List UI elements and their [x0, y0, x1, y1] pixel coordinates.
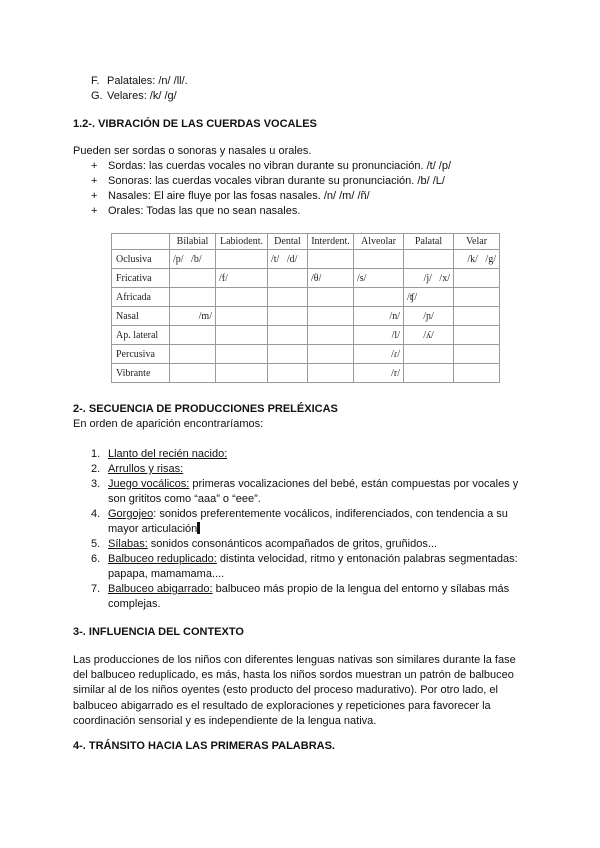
column-header: Velar: [454, 234, 500, 250]
section-heading-2: 2-. SECUENCIA DE PRODUCCIONES PRELÉXICAS: [73, 403, 338, 415]
table-cell: [268, 364, 308, 383]
row-label: Fricativa: [112, 269, 170, 288]
row-label: Nasal: [112, 307, 170, 326]
table-cell: [216, 288, 268, 307]
consonant-list: [91, 74, 188, 104]
table-cell: [268, 307, 308, 326]
table-cell: /l/: [354, 326, 404, 345]
table-cell: [404, 250, 454, 269]
section-heading-4: 4-. TRÁNSITO HACIA LAS PRIMERAS PALABRAS.: [73, 740, 335, 752]
table-cell: [354, 288, 404, 307]
text-cursor: [197, 522, 200, 534]
table-cell: [454, 288, 500, 307]
table-cell: [308, 364, 354, 383]
table-cell: /ʧ/: [404, 288, 454, 307]
table-cell: [170, 326, 216, 345]
table-cell: [268, 345, 308, 364]
list-item: F. Palatales: /n/ /ll/.: [91, 75, 188, 87]
section-intro: En orden de aparición encontraríamos:: [73, 418, 264, 430]
table-cell: [308, 250, 354, 269]
list-item: + Orales: Todas las que no sean nasales.: [91, 205, 301, 217]
column-header: Labiodent.: [216, 234, 268, 250]
table-cell: [354, 250, 404, 269]
table-cell: [308, 345, 354, 364]
context-paragraph: Las producciones de los niños con diferentes lenguas nativas son similares durante la fase del balbuceo reduplicado, es más, hasta los niños sordos muestran un patrón de balbuceo similar al de los niños oyentes (esto producto del proceso madurativo). Por otro lado, el balbuceo abigarrado es el resultado de exploraciones y repeticiones para favorecer la coordinación sensorial y es independiente de la lengua nativa.: [73, 654, 516, 727]
table-cell: [170, 288, 216, 307]
table-cell: [170, 269, 216, 288]
table-row: [112, 250, 500, 269]
table-cell: /ʎ/: [404, 326, 454, 345]
table-cell: /j/ /x/: [404, 269, 454, 288]
table-cell: [404, 364, 454, 383]
voicing-bullet-list: [91, 159, 451, 219]
table-cell: [454, 307, 500, 326]
table-cell: [216, 250, 268, 269]
table-cell: /t/ /d/: [268, 250, 308, 269]
table-cell: /n/: [354, 307, 404, 326]
list-item: 2. Arrullos y risas:: [91, 463, 184, 475]
table-cell: [216, 326, 268, 345]
table-cell: /k/ /g/: [454, 250, 500, 269]
table-cell: [308, 326, 354, 345]
table-cell: [404, 345, 454, 364]
table-cell: [268, 326, 308, 345]
table-cell: [216, 364, 268, 383]
table-cell: /p/ /b/: [170, 250, 216, 269]
list-item: 5. Sílabas: sonidos consonánticos acompañados de gritos, gruñidos...: [91, 538, 437, 550]
list-item: 6. Balbuceo reduplicado: distinta velocidad, ritmo y entonación palabras segmentadas: papapa, mamamama....: [91, 553, 518, 580]
table-header-row: [112, 234, 500, 250]
column-header: Dental: [268, 234, 308, 250]
column-header: [112, 234, 170, 250]
table-cell: /r/: [354, 364, 404, 383]
table-cell: [454, 269, 500, 288]
column-header: Palatal: [404, 234, 454, 250]
table-cell: [454, 364, 500, 383]
list-item: 3. Juego vocálicos: primeras vocalizaciones del bebé, están compuestas por vocales y son grititos como “aaa” o “eee”.: [91, 478, 519, 505]
list-item: G. Velares: /k/ /g/: [91, 90, 177, 102]
table-cell: /θ/: [308, 269, 354, 288]
table-row: [112, 326, 500, 345]
phoneme-table: [111, 233, 500, 383]
section-intro: Pueden ser sordas o sonoras y nasales u orales.: [73, 145, 312, 157]
table-cell: /s/: [354, 269, 404, 288]
table-cell: [268, 269, 308, 288]
table-row: [112, 345, 500, 364]
table-cell: [170, 364, 216, 383]
row-label: Oclusiva: [112, 250, 170, 269]
table-row: [112, 269, 500, 288]
row-label: Ap. lateral: [112, 326, 170, 345]
table-cell: /m/: [170, 307, 216, 326]
row-label: Vibrante: [112, 364, 170, 383]
row-label: Percusiva: [112, 345, 170, 364]
table-row: [112, 288, 500, 307]
list-item: + Sordas: las cuerdas vocales no vibran durante su pronunciación. /t/ /p/: [91, 160, 452, 172]
table-cell: /ɲ/: [404, 307, 454, 326]
column-header: Alveolar: [354, 234, 404, 250]
table-row: [112, 307, 500, 326]
list-item: 1. Llanto del recién nacido:: [91, 448, 228, 460]
column-header: Interdent.: [308, 234, 354, 250]
table-cell: [308, 307, 354, 326]
table-cell: [268, 288, 308, 307]
column-header: Bilabial: [170, 234, 216, 250]
table-cell: [216, 307, 268, 326]
row-label: Africada: [112, 288, 170, 307]
table-cell: [170, 345, 216, 364]
list-item: 7. Balbuceo abigarrado: balbuceo más propio de la lengua del entorno y sílabas más complejas.: [91, 583, 510, 610]
table-cell: /f/: [216, 269, 268, 288]
table-cell: [454, 326, 500, 345]
prelexical-sequence-list: [91, 447, 531, 612]
list-item: 4. Gorgojeo: sonidos preferentemente vocálicos, indiferenciados, con tendencia a su mayor articulación: [91, 508, 508, 535]
table-cell: [454, 345, 500, 364]
table-cell: [216, 345, 268, 364]
table-row: [112, 364, 500, 383]
table-cell: /ɾ/: [354, 345, 404, 364]
section-heading-1-2: 1.2-. VIBRACIÓN DE LAS CUERDAS VOCALES: [73, 118, 317, 130]
list-item: + Sonoras: las cuerdas vocales vibran durante su pronunciación. /b/ /L/: [91, 175, 445, 187]
table-cell: [308, 288, 354, 307]
list-item: + Nasales: El aire fluye por las fosas nasales. /n/ /m/ /ñ/: [91, 190, 370, 202]
section-heading-3: 3-. INFLUENCIA DEL CONTEXTO: [73, 626, 244, 638]
